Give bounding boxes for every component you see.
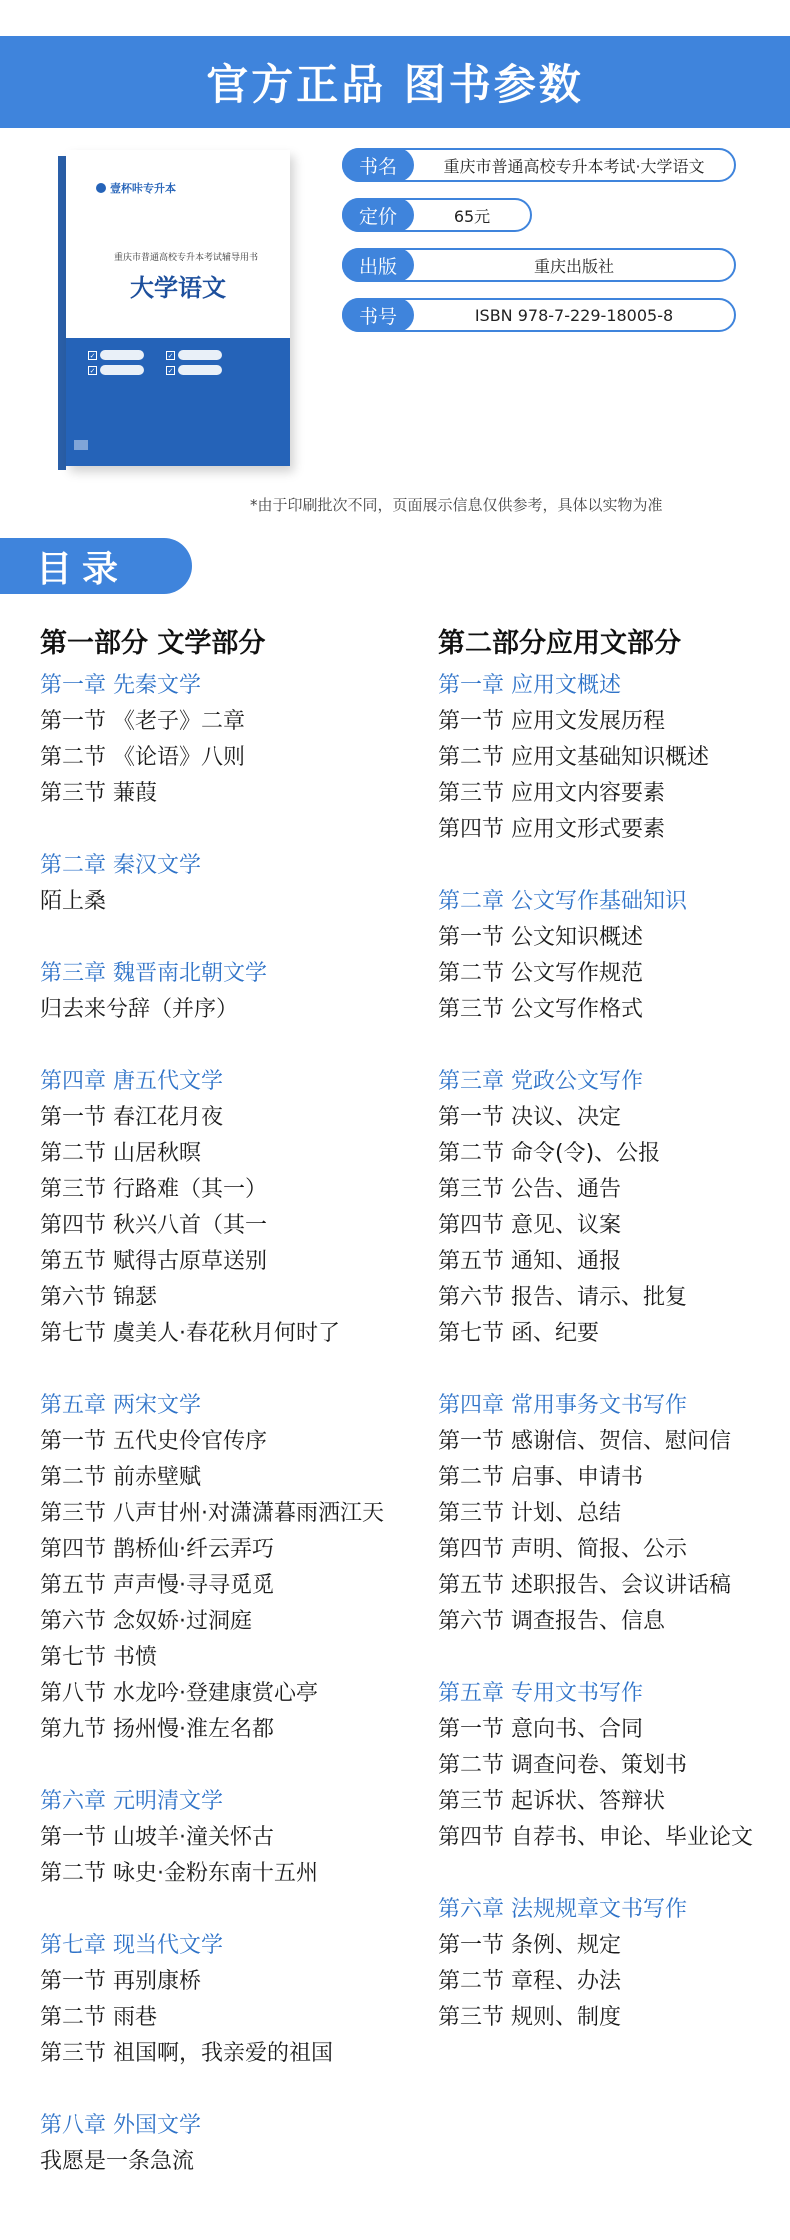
check-icon: ✓ — [89, 351, 96, 360]
section-item: 第一节 感谢信、贺信、慰问信 — [438, 1429, 731, 1454]
section-item: 第四节 应用文形式要素 — [438, 817, 665, 842]
chapter-heading: 第八章 外国文学 — [40, 2113, 201, 2138]
section-item: 第一节 决议、决定 — [438, 1105, 621, 1130]
spacer — [438, 1352, 790, 1388]
section-item: 第三节 起诉状、答辩状 — [438, 1789, 665, 1814]
section-item: 第七节 函、纪要 — [438, 1321, 599, 1346]
section-item: 第三节 蒹葭 — [40, 781, 157, 806]
section-item: 第八节 水龙吟·登建康赏心亭 — [40, 1681, 318, 1706]
section-item: 第九节 扬州慢·淮左名都 — [40, 1717, 274, 1742]
section-item: 第三节 八声甘州·对潇潇暮雨洒江天 — [40, 1501, 384, 1526]
section-item: 第三节 公告、通告 — [438, 1177, 621, 1202]
brand-logo-icon — [96, 183, 106, 193]
section-item: 第六节 调查报告、信息 — [438, 1609, 665, 1634]
chapter-heading: 第四章 唐五代文学 — [40, 1069, 223, 1094]
chapter-heading: 第二章 秦汉文学 — [40, 853, 201, 878]
book-series: 重庆市普通高校专升本考试辅导用书 — [113, 253, 258, 263]
spacer — [40, 812, 430, 848]
info-value: 重庆出版社 — [533, 256, 614, 276]
section-item: 第一节 春江花月夜 — [40, 1105, 223, 1130]
chapter-heading: 第四章 常用事务文书写作 — [438, 1393, 687, 1418]
section-item: 第一节 《老子》二章 — [40, 709, 245, 734]
section-item: 第一节 山坡羊·潼关怀古 — [40, 1825, 274, 1850]
section-item: 第二节 前赤壁赋 — [40, 1465, 201, 1490]
section-item: 第一节 条例、规定 — [438, 1933, 621, 1958]
section-item: 第七节 书愤 — [40, 1645, 157, 1670]
toc-left-list — [40, 668, 430, 2180]
spacer — [438, 1028, 790, 1064]
section-item: 第六节 念奴娇·过洞庭 — [40, 1609, 252, 1634]
info-row-isbn — [342, 298, 736, 332]
section-item: 第六节 锦瑟 — [40, 1285, 157, 1310]
section-item: 第一节 意向书、合同 — [438, 1717, 643, 1742]
section-item: 第二节 《论语》八则 — [40, 745, 245, 770]
spacer — [40, 1352, 430, 1388]
toc-column-right — [438, 620, 790, 2036]
section-item: 第五节 声声慢·寻寻觅觅 — [40, 1573, 274, 1598]
section-item: 第一节 应用文发展历程 — [438, 709, 665, 734]
spacer — [40, 1892, 430, 1928]
chapter-heading: 第七章 现当代文学 — [40, 1933, 223, 1958]
chapter-heading: 第三章 党政公文写作 — [438, 1069, 643, 1094]
check-icon: ✓ — [167, 366, 174, 375]
section-item: 第二节 命令(令)、公报 — [438, 1141, 661, 1166]
section-item: 第二节 应用文基础知识概述 — [438, 745, 709, 770]
section-item: 陌上桑 — [40, 889, 107, 914]
info-label: 出版 — [342, 248, 414, 282]
info-label: 定价 — [342, 198, 414, 232]
spacer — [438, 1640, 790, 1676]
spacer — [40, 920, 430, 956]
section-item: 第三节 祖国啊，我亲爱的祖国 — [40, 2041, 333, 2066]
section-item: 第四节 自荐书、申论、毕业论文 — [438, 1825, 753, 1850]
book-front — [66, 150, 290, 466]
section-item: 第二节 雨巷 — [40, 2005, 157, 2030]
section-item: 第五节 赋得古原草送别 — [40, 1249, 267, 1274]
chapter-heading: 第五章 两宋文学 — [40, 1393, 201, 1418]
chapter-heading: 第一章 先秦文学 — [40, 673, 201, 698]
info-label: 书名 — [342, 148, 414, 182]
toc-right-list — [438, 668, 790, 2036]
part-title: 第一部分 文学部分 — [40, 628, 266, 659]
book-cover-image — [58, 150, 290, 470]
section-item: 第一节 公文知识概述 — [438, 925, 643, 950]
check-icon: ✓ — [89, 366, 96, 375]
chapter-heading: 第三章 魏晋南北朝文学 — [40, 961, 267, 986]
section-item: 第三节 行路难（其一） — [40, 1177, 267, 1202]
chapter-heading: 第六章 元明清文学 — [40, 1789, 223, 1814]
book-feature-checks — [88, 350, 240, 375]
info-row-price — [342, 198, 532, 232]
spacer — [40, 2072, 430, 2108]
section-item: 第六节 报告、请示、批复 — [438, 1285, 687, 1310]
spacer — [40, 1028, 430, 1064]
info-value: ISBN 978-7-229-18005-8 — [474, 305, 674, 325]
chapter-heading: 第六章 法规规章文书写作 — [438, 1897, 687, 1922]
chapter-heading: 第一章 应用文概述 — [438, 673, 621, 698]
chapter-heading: 第五章 专用文书写作 — [438, 1681, 643, 1706]
section-item: 归去来兮辞（并序） — [40, 997, 239, 1022]
publisher-logo — [74, 440, 88, 450]
info-label: 书号 — [342, 298, 414, 332]
section-item: 第二节 章程、办法 — [438, 1969, 621, 1994]
book-brand-logo: 壹杯咔专升本 — [96, 180, 176, 196]
section-item: 第三节 规则、制度 — [438, 2005, 621, 2030]
section-item: 第一节 五代史伶官传序 — [40, 1429, 267, 1454]
section-item: 第四节 鹊桥仙·纤云弄巧 — [40, 1537, 274, 1562]
section-item: 第三节 应用文内容要素 — [438, 781, 665, 806]
section-item: 第二节 咏史·金粉东南十五州 — [40, 1861, 318, 1886]
info-row-title — [342, 148, 736, 182]
spacer — [438, 848, 790, 884]
header-title: 官方正品 图书参数 — [206, 60, 584, 109]
section-item: 第四节 秋兴八首（其一 — [40, 1213, 267, 1238]
chapter-heading: 第二章 公文写作基础知识 — [438, 889, 687, 914]
toc-column-left — [40, 620, 430, 2180]
section-item: 第三节 计划、总结 — [438, 1501, 621, 1526]
book-spine — [58, 156, 66, 470]
toc-tab: 目录 — [0, 538, 192, 594]
section-item: 第二节 启事、申请书 — [438, 1465, 643, 1490]
section-item: 第二节 公文写作规范 — [438, 961, 643, 986]
section-item: 我愿是一条急流 — [40, 2149, 195, 2174]
section-item: 第二节 调查问卷、策划书 — [438, 1753, 687, 1778]
disclaimer-note: *由于印刷批次不同，页面展示信息仅供参考，具体以实物为准 — [250, 496, 663, 514]
section-item: 第四节 声明、简报、公示 — [438, 1537, 687, 1562]
spacer — [438, 1856, 790, 1892]
section-item: 第一节 再别康桥 — [40, 1969, 201, 1994]
check-icon: ✓ — [167, 351, 174, 360]
section-item: 第四节 意见、议案 — [438, 1213, 621, 1238]
info-value: 65元 — [453, 206, 491, 226]
info-value: 重庆市普通高校专升本考试·大学语文 — [443, 156, 705, 176]
section-item: 第三节 公文写作格式 — [438, 997, 643, 1022]
section-item: 第五节 述职报告、会议讲话稿 — [438, 1573, 731, 1598]
info-row-publisher — [342, 248, 736, 282]
part-title: 第二部分应用文部分 — [438, 628, 681, 659]
section-item: 第二节 山居秋暝 — [40, 1141, 201, 1166]
spacer — [40, 1748, 430, 1784]
header-banner — [0, 36, 790, 128]
book-title: 大学语文 — [130, 273, 226, 302]
section-item: 第五节 通知、通报 — [438, 1249, 621, 1274]
section-item: 第七节 虞美人·春花秋月何时了 — [40, 1321, 340, 1346]
